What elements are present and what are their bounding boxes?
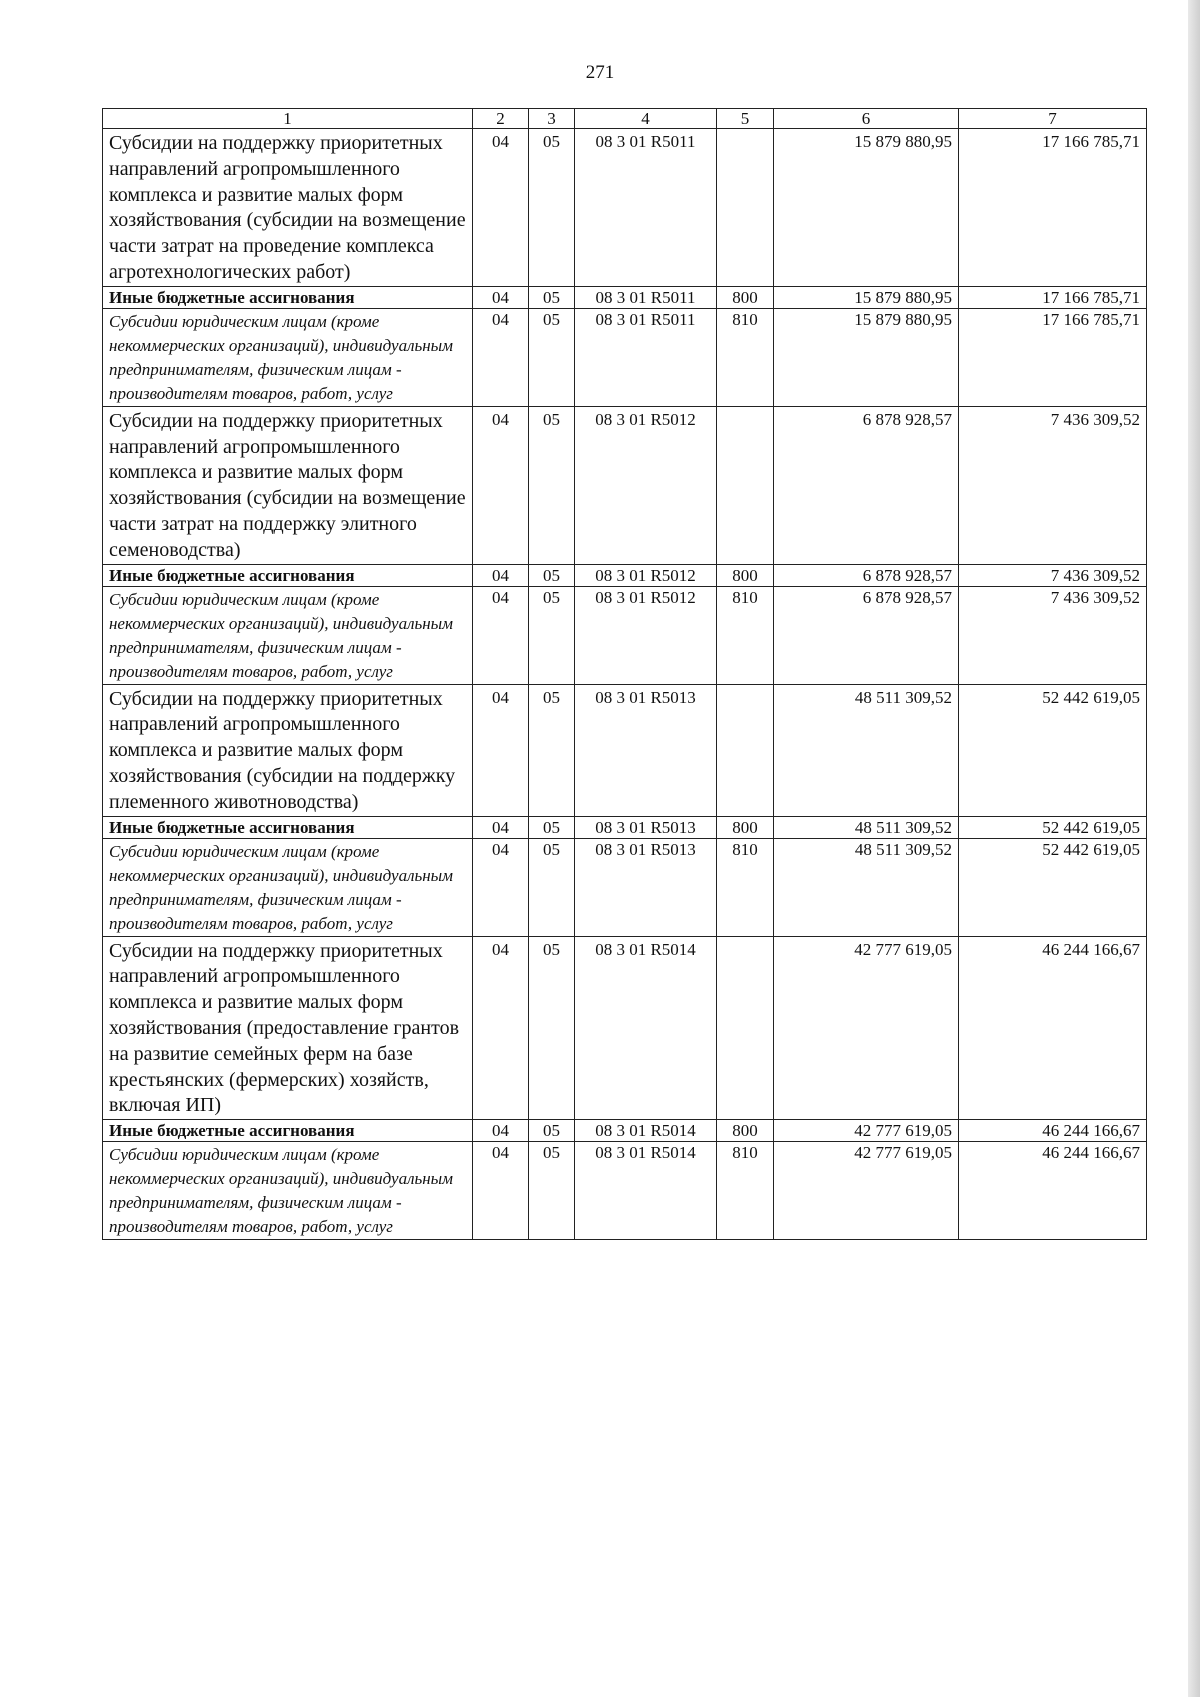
amount-year2-cell: 7 436 309,52 bbox=[959, 406, 1147, 564]
target-article-cell: 08 3 01 R5013 bbox=[575, 684, 717, 816]
column-header: 1 bbox=[103, 109, 473, 129]
amount-year1-cell: 15 879 880,95 bbox=[774, 129, 959, 287]
section-code-cell: 04 bbox=[473, 936, 529, 1120]
target-article-cell: 08 3 01 R5011 bbox=[575, 286, 717, 308]
table-row bbox=[103, 586, 1147, 684]
table-row bbox=[103, 129, 1147, 287]
expense-type-cell: 810 bbox=[717, 1142, 774, 1240]
section-code-cell: 04 bbox=[473, 564, 529, 586]
expense-type-cell bbox=[717, 936, 774, 1120]
description-cell: Иные бюджетные ассигнования bbox=[103, 816, 473, 838]
table-row bbox=[103, 1142, 1147, 1240]
expense-type-cell bbox=[717, 129, 774, 287]
table-row bbox=[103, 816, 1147, 838]
page-number: 271 bbox=[585, 62, 615, 83]
section-code-cell: 04 bbox=[473, 308, 529, 406]
amount-year1-cell: 15 879 880,95 bbox=[774, 308, 959, 406]
description-cell: Субсидии юридическим лицам (кроме некоммерческих организаций), индивидуальным предпринимателям, физическим лицам - производителям товаров, работ, услуг bbox=[103, 838, 473, 936]
description-cell: Субсидии юридическим лицам (кроме некоммерческих организаций), индивидуальным предпринимателям, физическим лицам - производителям товаров, работ, услуг bbox=[103, 1142, 473, 1240]
description-cell: Субсидии на поддержку приоритетных направлений агропромышленного комплекса и развитие малых форм хозяйствования (предоставление грантов на развитие семейных ферм на базе крестьянских (фермерских) хозяйств, включая ИП) bbox=[103, 936, 473, 1120]
amount-year1-cell: 6 878 928,57 bbox=[774, 564, 959, 586]
description-cell: Субсидии на поддержку приоритетных направлений агропромышленного комплекса и развитие малых форм хозяйствования (субсидии на поддержку племенного животноводства) bbox=[103, 684, 473, 816]
table-row bbox=[103, 838, 1147, 936]
subsection-code-cell: 05 bbox=[529, 129, 575, 287]
amount-year1-cell: 42 777 619,05 bbox=[774, 1120, 959, 1142]
expense-type-cell bbox=[717, 406, 774, 564]
amount-year1-cell: 48 511 309,52 bbox=[774, 684, 959, 816]
table-row bbox=[103, 936, 1147, 1120]
amount-year2-cell: 52 442 619,05 bbox=[959, 816, 1147, 838]
section-code-cell: 04 bbox=[473, 129, 529, 287]
target-article-cell: 08 3 01 R5014 bbox=[575, 1120, 717, 1142]
budget-table bbox=[102, 108, 1147, 1240]
amount-year2-cell: 46 244 166,67 bbox=[959, 1120, 1147, 1142]
amount-year2-cell: 52 442 619,05 bbox=[959, 684, 1147, 816]
subsection-code-cell: 05 bbox=[529, 936, 575, 1120]
subsection-code-cell: 05 bbox=[529, 564, 575, 586]
subsection-code-cell: 05 bbox=[529, 586, 575, 684]
amount-year2-cell: 17 166 785,71 bbox=[959, 308, 1147, 406]
amount-year2-cell: 46 244 166,67 bbox=[959, 936, 1147, 1120]
amount-year1-cell: 42 777 619,05 bbox=[774, 936, 959, 1120]
section-code-cell: 04 bbox=[473, 684, 529, 816]
column-header: 4 bbox=[575, 109, 717, 129]
amount-year1-cell: 6 878 928,57 bbox=[774, 586, 959, 684]
table-body bbox=[103, 129, 1147, 1240]
section-code-cell: 04 bbox=[473, 406, 529, 564]
target-article-cell: 08 3 01 R5011 bbox=[575, 308, 717, 406]
target-article-cell: 08 3 01 R5012 bbox=[575, 586, 717, 684]
description-cell: Субсидии на поддержку приоритетных направлений агропромышленного комплекса и развитие малых форм хозяйствования (субсидии на возмещение части затрат на поддержку элитного семеноводства) bbox=[103, 406, 473, 564]
amount-year1-cell: 42 777 619,05 bbox=[774, 1142, 959, 1240]
table-row bbox=[103, 286, 1147, 308]
expense-type-cell: 800 bbox=[717, 286, 774, 308]
amount-year1-cell: 15 879 880,95 bbox=[774, 286, 959, 308]
section-code-cell: 04 bbox=[473, 816, 529, 838]
amount-year2-cell: 46 244 166,67 bbox=[959, 1142, 1147, 1240]
amount-year2-cell: 7 436 309,52 bbox=[959, 564, 1147, 586]
scan-edge bbox=[1188, 0, 1200, 1697]
expense-type-cell: 810 bbox=[717, 586, 774, 684]
column-header: 6 bbox=[774, 109, 959, 129]
target-article-cell: 08 3 01 R5014 bbox=[575, 1142, 717, 1240]
description-cell: Субсидии юридическим лицам (кроме некоммерческих организаций), индивидуальным предпринимателям, физическим лицам - производителям товаров, работ, услуг bbox=[103, 308, 473, 406]
description-cell: Иные бюджетные ассигнования bbox=[103, 286, 473, 308]
table-row bbox=[103, 564, 1147, 586]
expense-type-cell bbox=[717, 684, 774, 816]
table-row bbox=[103, 406, 1147, 564]
description-cell: Субсидии на поддержку приоритетных направлений агропромышленного комплекса и развитие малых форм хозяйствования (субсидии на возмещение части затрат на проведение комплекса агротехнологических работ) bbox=[103, 129, 473, 287]
description-cell: Иные бюджетные ассигнования bbox=[103, 564, 473, 586]
target-article-cell: 08 3 01 R5013 bbox=[575, 838, 717, 936]
column-header: 5 bbox=[717, 109, 774, 129]
expense-type-cell: 810 bbox=[717, 838, 774, 936]
amount-year2-cell: 7 436 309,52 bbox=[959, 586, 1147, 684]
target-article-cell: 08 3 01 R5012 bbox=[575, 564, 717, 586]
table-row bbox=[103, 1120, 1147, 1142]
section-code-cell: 04 bbox=[473, 286, 529, 308]
expense-type-cell: 800 bbox=[717, 816, 774, 838]
amount-year2-cell: 17 166 785,71 bbox=[959, 129, 1147, 287]
section-code-cell: 04 bbox=[473, 838, 529, 936]
header-row bbox=[103, 109, 1147, 129]
table-row bbox=[103, 308, 1147, 406]
amount-year2-cell: 17 166 785,71 bbox=[959, 286, 1147, 308]
section-code-cell: 04 bbox=[473, 1120, 529, 1142]
section-code-cell: 04 bbox=[473, 1142, 529, 1240]
column-header: 2 bbox=[473, 109, 529, 129]
subsection-code-cell: 05 bbox=[529, 286, 575, 308]
subsection-code-cell: 05 bbox=[529, 684, 575, 816]
subsection-code-cell: 05 bbox=[529, 1142, 575, 1240]
amount-year1-cell: 48 511 309,52 bbox=[774, 816, 959, 838]
amount-year2-cell: 52 442 619,05 bbox=[959, 838, 1147, 936]
column-header: 7 bbox=[959, 109, 1147, 129]
table-row bbox=[103, 684, 1147, 816]
target-article-cell: 08 3 01 R5013 bbox=[575, 816, 717, 838]
amount-year1-cell: 6 878 928,57 bbox=[774, 406, 959, 564]
target-article-cell: 08 3 01 R5014 bbox=[575, 936, 717, 1120]
subsection-code-cell: 05 bbox=[529, 308, 575, 406]
subsection-code-cell: 05 bbox=[529, 816, 575, 838]
expense-type-cell: 810 bbox=[717, 308, 774, 406]
target-article-cell: 08 3 01 R5011 bbox=[575, 129, 717, 287]
amount-year1-cell: 48 511 309,52 bbox=[774, 838, 959, 936]
section-code-cell: 04 bbox=[473, 586, 529, 684]
column-header: 3 bbox=[529, 109, 575, 129]
subsection-code-cell: 05 bbox=[529, 1120, 575, 1142]
target-article-cell: 08 3 01 R5012 bbox=[575, 406, 717, 564]
subsection-code-cell: 05 bbox=[529, 406, 575, 564]
description-cell: Иные бюджетные ассигнования bbox=[103, 1120, 473, 1142]
expense-type-cell: 800 bbox=[717, 1120, 774, 1142]
description-cell: Субсидии юридическим лицам (кроме некоммерческих организаций), индивидуальным предпринимателям, физическим лицам - производителям товаров, работ, услуг bbox=[103, 586, 473, 684]
subsection-code-cell: 05 bbox=[529, 838, 575, 936]
expense-type-cell: 800 bbox=[717, 564, 774, 586]
